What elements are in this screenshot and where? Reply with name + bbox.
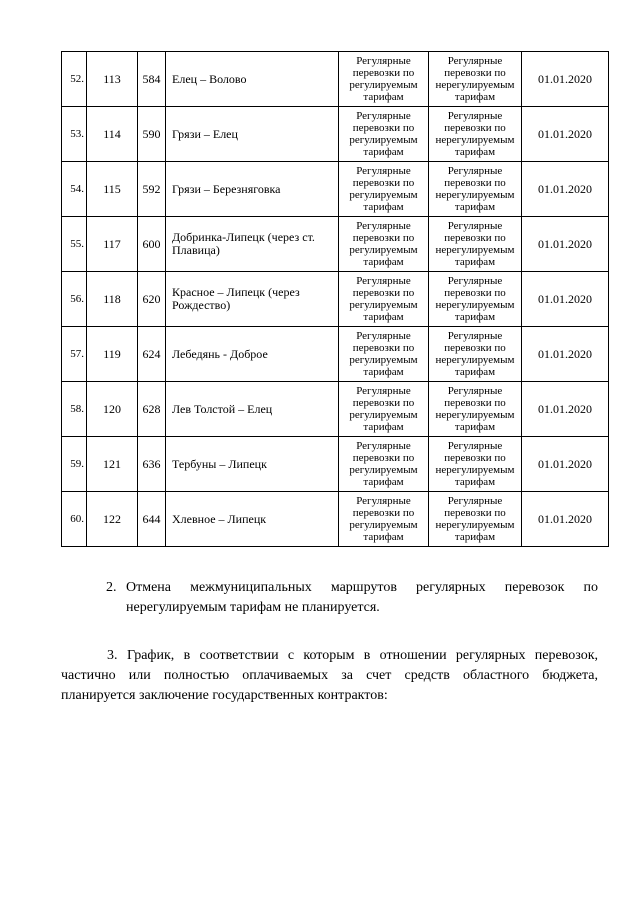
route-name-cell: Красное – Липецк (через Рождество): [166, 272, 339, 327]
transport-type-cell: Регулярные перевозки по регулируемым тарифам: [339, 437, 429, 492]
tariff-type-cell: Регулярные перевозки по нерегулируемым тарифам: [429, 52, 522, 107]
tariff-type-cell: Регулярные перевозки по нерегулируемым тарифам: [429, 492, 522, 547]
paragraph-3-marker: 3.: [107, 648, 118, 663]
paragraph-2-marker: 2.: [106, 580, 117, 595]
date-cell: 01.01.2020: [522, 217, 609, 272]
transport-type-cell: Регулярные перевозки по регулируемым тарифам: [339, 327, 429, 382]
date-cell: 01.01.2020: [522, 327, 609, 382]
route-name-cell: Хлевное – Липецк: [166, 492, 339, 547]
registry-number-cell: 118: [87, 272, 138, 327]
registry-number-cell: 117: [87, 217, 138, 272]
date-cell: 01.01.2020: [522, 107, 609, 162]
transport-type-cell: Регулярные перевозки по регулируемым тарифам: [339, 217, 429, 272]
table-row: [62, 382, 609, 437]
route-number-cell: 590: [138, 107, 166, 162]
table-row: [62, 52, 609, 107]
route-name-cell: Грязи – Елец: [166, 107, 339, 162]
route-number-cell: 592: [138, 162, 166, 217]
row-number-cell: 59.: [62, 437, 87, 492]
registry-number-cell: 120: [87, 382, 138, 437]
row-number-cell: 56.: [62, 272, 87, 327]
route-number-cell: 636: [138, 437, 166, 492]
routes-table: [61, 51, 609, 547]
table-row: [62, 437, 609, 492]
route-number-cell: 644: [138, 492, 166, 547]
date-cell: 01.01.2020: [522, 492, 609, 547]
row-number-cell: 53.: [62, 107, 87, 162]
route-number-cell: 624: [138, 327, 166, 382]
date-cell: 01.01.2020: [522, 162, 609, 217]
route-name-cell: Лев Толстой – Елец: [166, 382, 339, 437]
route-number-cell: 628: [138, 382, 166, 437]
date-cell: 01.01.2020: [522, 272, 609, 327]
route-name-cell: Добринка-Липецк (через ст. Плавица): [166, 217, 339, 272]
registry-number-cell: 114: [87, 107, 138, 162]
registry-number-cell: 113: [87, 52, 138, 107]
route-number-cell: 600: [138, 217, 166, 272]
tariff-type-cell: Регулярные перевозки по нерегулируемым тарифам: [429, 327, 522, 382]
tariff-type-cell: Регулярные перевозки по нерегулируемым тарифам: [429, 217, 522, 272]
row-number-cell: 54.: [62, 162, 87, 217]
registry-number-cell: 122: [87, 492, 138, 547]
date-cell: 01.01.2020: [522, 437, 609, 492]
table-row: [62, 107, 609, 162]
transport-type-cell: Регулярные перевозки по регулируемым тарифам: [339, 52, 429, 107]
table-row: [62, 492, 609, 547]
paragraph-2-text: Отмена межмуниципальных маршрутов регулярных перевозок по нерегулируемым тарифам не планируется.: [126, 580, 598, 615]
date-cell: 01.01.2020: [522, 382, 609, 437]
route-number-cell: 620: [138, 272, 166, 327]
tariff-type-cell: Регулярные перевозки по нерегулируемым тарифам: [429, 382, 522, 437]
tariff-type-cell: Регулярные перевозки по нерегулируемым тарифам: [429, 162, 522, 217]
registry-number-cell: 121: [87, 437, 138, 492]
row-number-cell: 57.: [62, 327, 87, 382]
table-row: [62, 162, 609, 217]
tariff-type-cell: Регулярные перевозки по нерегулируемым тарифам: [429, 437, 522, 492]
transport-type-cell: Регулярные перевозки по регулируемым тарифам: [339, 492, 429, 547]
transport-type-cell: Регулярные перевозки по регулируемым тарифам: [339, 107, 429, 162]
table-row: [62, 327, 609, 382]
row-number-cell: 58.: [62, 382, 87, 437]
registry-number-cell: 115: [87, 162, 138, 217]
routes-table-body: [62, 52, 609, 547]
tariff-type-cell: Регулярные перевозки по нерегулируемым тарифам: [429, 107, 522, 162]
row-number-cell: 55.: [62, 217, 87, 272]
registry-number-cell: 119: [87, 327, 138, 382]
transport-type-cell: Регулярные перевозки по регулируемым тарифам: [339, 162, 429, 217]
route-name-cell: Тербуны – Липецк: [166, 437, 339, 492]
row-number-cell: 52.: [62, 52, 87, 107]
paragraph-3-text: График, в соответствии с которым в отношении регулярных перевозок, частично или полностью оплачиваемых за счет средств областного бюджета, планируется заключение государственных контрактов:: [61, 648, 598, 703]
route-name-cell: Грязи – Березняговка: [166, 162, 339, 217]
route-name-cell: Лебедянь - Доброе: [166, 327, 339, 382]
route-name-cell: Елец – Волово: [166, 52, 339, 107]
paragraph-3: [61, 646, 598, 706]
transport-type-cell: Регулярные перевозки по регулируемым тарифам: [339, 382, 429, 437]
date-cell: 01.01.2020: [522, 52, 609, 107]
paragraph-2: [106, 578, 598, 618]
table-row: [62, 217, 609, 272]
transport-type-cell: Регулярные перевозки по регулируемым тарифам: [339, 272, 429, 327]
tariff-type-cell: Регулярные перевозки по нерегулируемым тарифам: [429, 272, 522, 327]
table-row: [62, 272, 609, 327]
row-number-cell: 60.: [62, 492, 87, 547]
route-number-cell: 584: [138, 52, 166, 107]
